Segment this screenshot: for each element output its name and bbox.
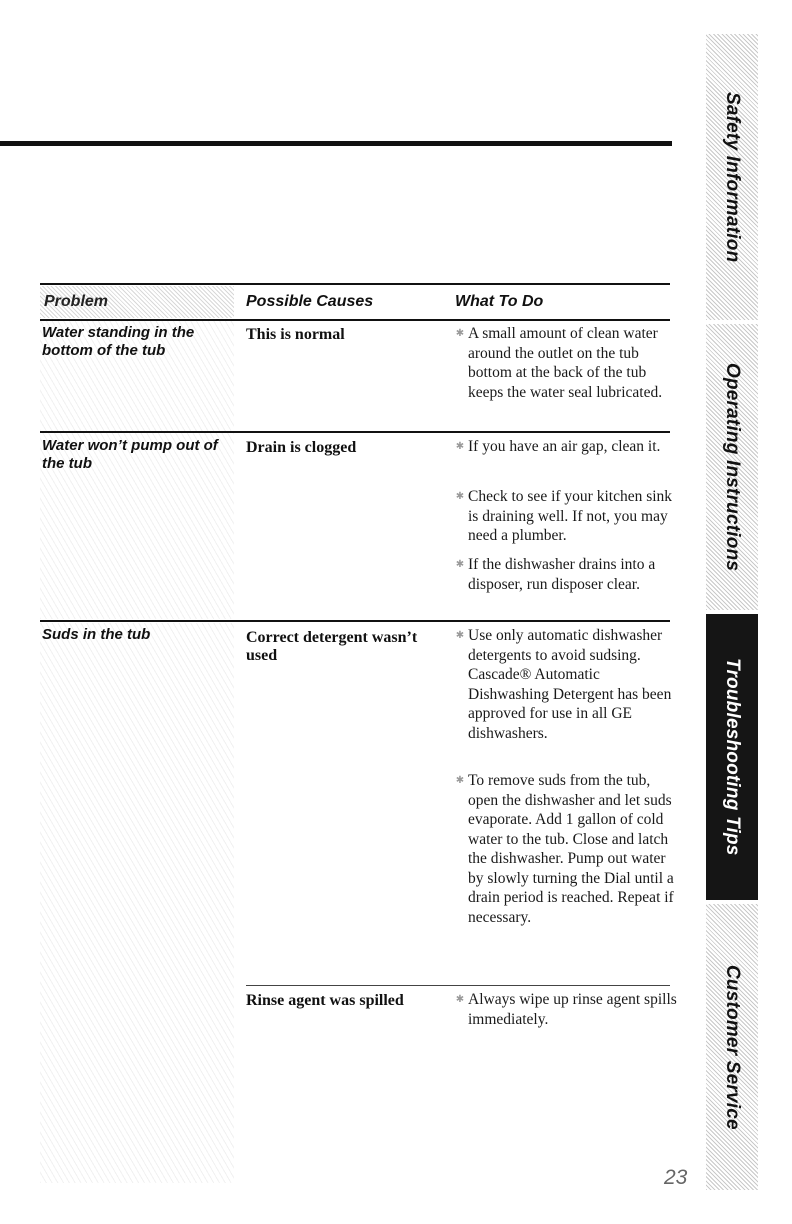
bullet-icon: ✱ [455, 491, 465, 502]
bullet-icon: ✱ [455, 775, 465, 786]
action-item: ✱ If the dishwasher drains into a disposer, run disposer clear. [455, 556, 656, 593]
action-item: ✱ Always wipe up rinse agent spills immediately. [455, 991, 677, 1028]
cause-rinse-agent: Rinse agent was spilled [246, 992, 404, 1009]
action-item: ✱ Use only automatic dishwasher detergents to avoid sudsing. Cascade® Automatic Dishwashing Detergent has been approved for use in all GE dishwashers. [455, 627, 672, 742]
column-header-possible-causes: Possible Causes [246, 293, 374, 310]
tab-troubleshooting-tips[interactable]: Troubleshooting Tips [706, 614, 758, 900]
row-rule [40, 620, 670, 622]
bullet-icon: ✱ [455, 559, 465, 570]
row-rule [40, 431, 670, 433]
action-item: ✱ To remove suds from the tub, open the dishwasher and let suds evaporate. Add 1 gallon of cold water to the tub. Close and latch the dishwasher. Pump out water by slowly turning the Dial until a drain period is reached. Repeat if necessary. [455, 772, 674, 926]
bullet-icon: ✱ [455, 328, 465, 339]
column-header-problem: Problem [40, 286, 234, 318]
bullet-icon: ✱ [455, 994, 465, 1005]
header-rule-top [40, 283, 670, 285]
problem-water-standing: Water standing in the bottom of the tub [42, 324, 195, 359]
problem-cell-shade [40, 623, 234, 1183]
bullet-icon: ✱ [455, 630, 465, 641]
action-item: ✱ If you have an air gap, clean it. [455, 438, 661, 455]
page-number: 23 [664, 1166, 688, 1189]
bullet-icon: ✱ [455, 441, 465, 452]
tab-operating-instructions[interactable]: Operating Instructions [706, 324, 758, 610]
tab-customer-service[interactable]: Customer Service [706, 904, 758, 1190]
cause-correct-detergent: Correct detergent wasn’t used [246, 629, 418, 664]
column-header-what-to-do: What To Do [455, 293, 544, 310]
cause-this-is-normal: This is normal [246, 326, 345, 343]
action-item: ✱ A small amount of clean water around the outlet on the tub bottom at the back of the tub keeps the water seal lubricated. [455, 325, 663, 401]
problem-water-wont-pump: Water won’t pump out of the tub [42, 437, 218, 472]
top-rule [0, 141, 672, 146]
cause-divider [246, 985, 670, 986]
tab-safety-information[interactable]: Safety Information [706, 34, 758, 320]
problem-suds-in-tub: Suds in the tub [42, 626, 151, 643]
action-item: ✱ Check to see if your kitchen sink is draining well. If not, you may need a plumber. [455, 488, 673, 544]
cause-drain-clogged: Drain is clogged [246, 439, 357, 456]
